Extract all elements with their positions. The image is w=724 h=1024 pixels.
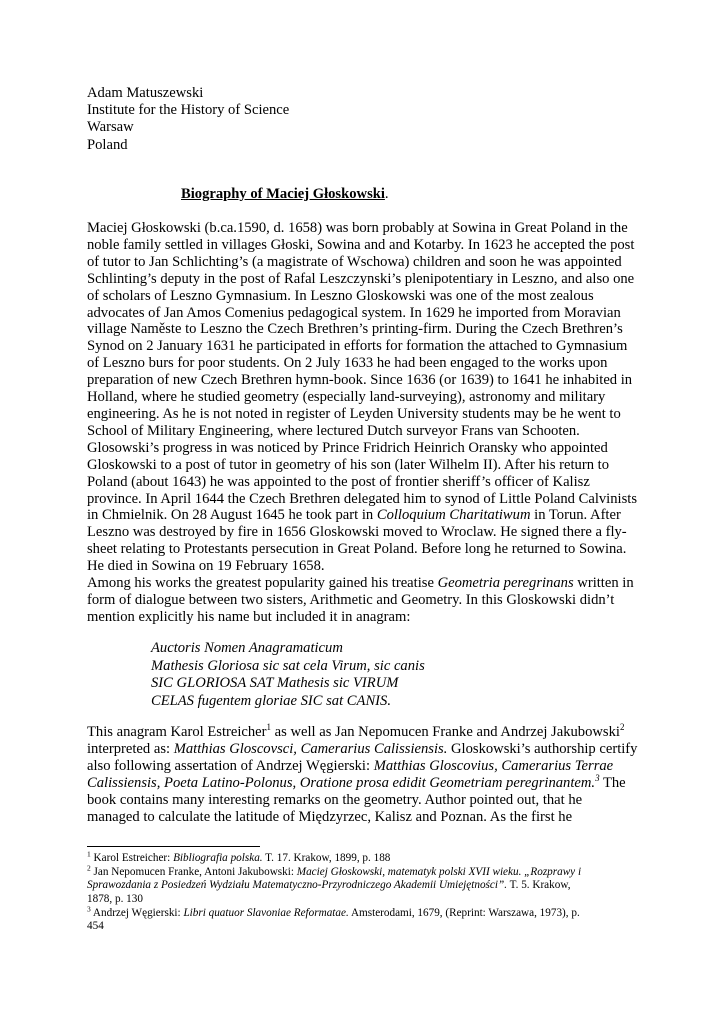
footnote-number: 2 — [87, 863, 91, 873]
anagram-block — [151, 640, 425, 710]
italic-run: Colloquium Charitatiwum — [376, 507, 531, 524]
text-line — [87, 507, 643, 524]
italic-run: Libri quatuor Slavoniae Reformatae. — [183, 907, 349, 919]
text-run: as well as Jan Nepomucen Franke and Andrzej Jakubowski — [271, 724, 620, 740]
italic-run: Maciej Głoskowski, matematyk polski XVII wieku. „Rozprawy i — [296, 866, 582, 878]
text-line: Holland, where he studied geometry (especially land-surveying), astronomy and military — [87, 389, 606, 406]
text-run: in Torun. After — [530, 507, 621, 524]
title-period: . — [384, 186, 389, 202]
text-line: Leszno was destroyed by fire in 1656 Gloskowski moved to Wroclaw. He signed there a fly- — [87, 524, 627, 541]
footnote-ref-2[interactable]: 2 — [619, 722, 625, 733]
text-line — [87, 758, 643, 775]
text-run: also following assertation of Andrzej Węgierski: — [87, 757, 374, 774]
italic-run: Matthias Gloscovius, Camerarius Terrae — [373, 757, 614, 774]
text-run: This anagram Karol Estreicher — [87, 724, 267, 740]
text-line: village Naměste to Leszno the Czech Brethren’s printing-firm. During the Czech Brethren’s — [87, 321, 623, 338]
text-line: Maciej Głoskowski (b.ca.1590, d. 1658) was born probably at Sowina in Great Poland in the — [87, 220, 628, 236]
footnote-line — [87, 904, 647, 920]
text-line: Synod on 2 January 1631 he participated in efforts for formation the attached to Gymnasium — [87, 338, 628, 355]
text-line — [87, 724, 643, 741]
text-run: Karol Estreicher: — [90, 852, 174, 864]
text-run: T. 17. Krakow, 1899, p. 188 — [262, 852, 391, 864]
text-line: of tutor to Jan Schlichting’s (a magistrate of Wschowa) children and soon he was appointed — [87, 253, 622, 270]
text-line: Glosowski’s progress in was noticed by Prince Fridrich Heinrich Oransky who appointed — [87, 439, 608, 456]
text-line: mention explicitly his name but included it in anagram: — [87, 608, 411, 625]
text-run: The — [599, 774, 626, 791]
footnote-3 — [87, 904, 647, 934]
text-run: interpreted as: — [87, 740, 174, 757]
text-line: Schlinting’s deputy in the post of Rafal Leszczynski’s plenipotentiary in Leszno, and also one — [87, 270, 635, 287]
footnote-1 — [87, 849, 647, 865]
text-line: of Leszno burs for poor students. On 2 July 1633 he had been engaged to the works upon — [87, 355, 608, 372]
text-line — [87, 772, 643, 792]
text-line: engineering. As he is not noted in register of Leyden University students may be he went to — [87, 405, 621, 422]
text-line — [87, 741, 643, 758]
text-line: of scholars of Leszno Gymnasium. In Leszno Gloskowski was one of the most zealous — [87, 287, 594, 304]
footnote-number: 1 — [87, 849, 91, 859]
anagram-line: Mathesis Gloriosa sic sat cela Virum, sic canis — [151, 657, 425, 674]
text-run: Andrzej Węgierski: — [90, 907, 184, 919]
text-run: Amsterodami, 1679, (Reprint: Warszawa, 1973), p. — [348, 907, 580, 919]
text-line: He died in Sowina on 19 February 1658. — [87, 558, 325, 575]
paragraph-anagram-interpretation — [87, 724, 643, 825]
text-line: noble family settled in villages Głoski, Sowina and and Kotarby. In 1623 he accepted the post — [87, 236, 635, 253]
footnote-line — [87, 879, 647, 892]
text-line: form of dialogue between two sisters, Arithmetic and Geometry. In this Gloskowski didn’t — [87, 591, 615, 608]
italic-run: Calissiensis, Poeta Latino-Polonus, Oratione prosa edidit Geometriam peregrinantem. — [87, 774, 596, 791]
author-address-block — [87, 85, 289, 154]
footnote-ref-3[interactable]: 3 — [595, 772, 600, 783]
anagram-line: CELAS fugentem gloriae SIC sat CANIS. — [151, 692, 391, 709]
footnote-line: 454 — [87, 920, 104, 933]
text-run: Among his works the greatest popularity gained his treatise — [87, 575, 438, 592]
text-run: Jan Nepomucen Franke, Antoni Jakubowski: — [90, 866, 297, 878]
text-line: sheet relating to Protestants persecution in Great Poland. Before long he returned to Sowina. — [87, 541, 627, 558]
text-line: advocates of Jan Amos Comenius pedagogical system. In 1629 he imported from Moravian — [87, 304, 621, 321]
footnote-line — [87, 863, 647, 879]
author-institute: Institute for the History of Science — [87, 102, 290, 119]
text-line: Poland (about 1643) he was appointed to the post of frontier sheriff’s officer of Kalisz — [87, 473, 590, 490]
italic-run: Bibliografia polska. — [173, 852, 263, 864]
footnote-ref-1[interactable]: 1 — [266, 722, 272, 733]
text-run: T. 5. Krakow, — [507, 879, 571, 892]
italic-run: Geometria peregrinans — [437, 575, 574, 592]
text-line: Gloskowski to a post of tutor in geometry of his son (later Wilhelm II). After his return to — [87, 456, 609, 473]
paragraph-biography — [87, 220, 643, 626]
footnote-separator — [87, 846, 260, 847]
text-line: School of Military Engineering, where lectured Dutch surveyor Frans van Schooten. — [87, 422, 580, 439]
text-line: province. In April 1644 the Czech Brethren delegated him to synod of Little Poland Calvinists — [87, 490, 637, 507]
title-text: Biography of Maciej Głoskowski — [181, 186, 385, 202]
text-run: in Chmielnik. On 28 August 1645 he took part in — [87, 507, 377, 524]
footnote-number: 3 — [87, 904, 91, 914]
document-title — [181, 186, 389, 203]
text-line: preparation of new Czech Brethren hymn-book. Since 1636 (or 1639) to 1641 he inhabited in — [87, 372, 633, 389]
text-line — [87, 575, 643, 592]
italic-run: Sprawozdania z Posiedzeń Wydziału Matematyczno-Przyrodniczego Akademii Umiejętności”. — [87, 879, 507, 892]
anagram-line: Auctoris Nomen Anagramaticum — [151, 640, 343, 656]
italic-run: Matthias Gloscovsci, Camerarius Calissiensis. — [173, 740, 448, 757]
text-line: book contains many interesting remarks on the geometry. Author pointed out, that he — [87, 791, 583, 808]
author-country: Poland — [87, 136, 128, 153]
text-run: written in — [573, 575, 634, 592]
anagram-line: SIC GLORIOSA SAT Mathesis sic VIRUM — [151, 675, 399, 691]
footnote-2 — [87, 863, 647, 906]
author-name: Adam Matuszewski — [87, 85, 204, 101]
footnote-line: 1878, p. 130 — [87, 892, 143, 905]
author-city: Warsaw — [87, 119, 134, 136]
text-line: managed to calculate the latitude of Międzyrzec, Kalisz and Poznan. As the first he — [87, 808, 573, 825]
text-run: Gloskowski’s authorship certify — [447, 740, 638, 757]
footnote-line — [87, 849, 647, 865]
